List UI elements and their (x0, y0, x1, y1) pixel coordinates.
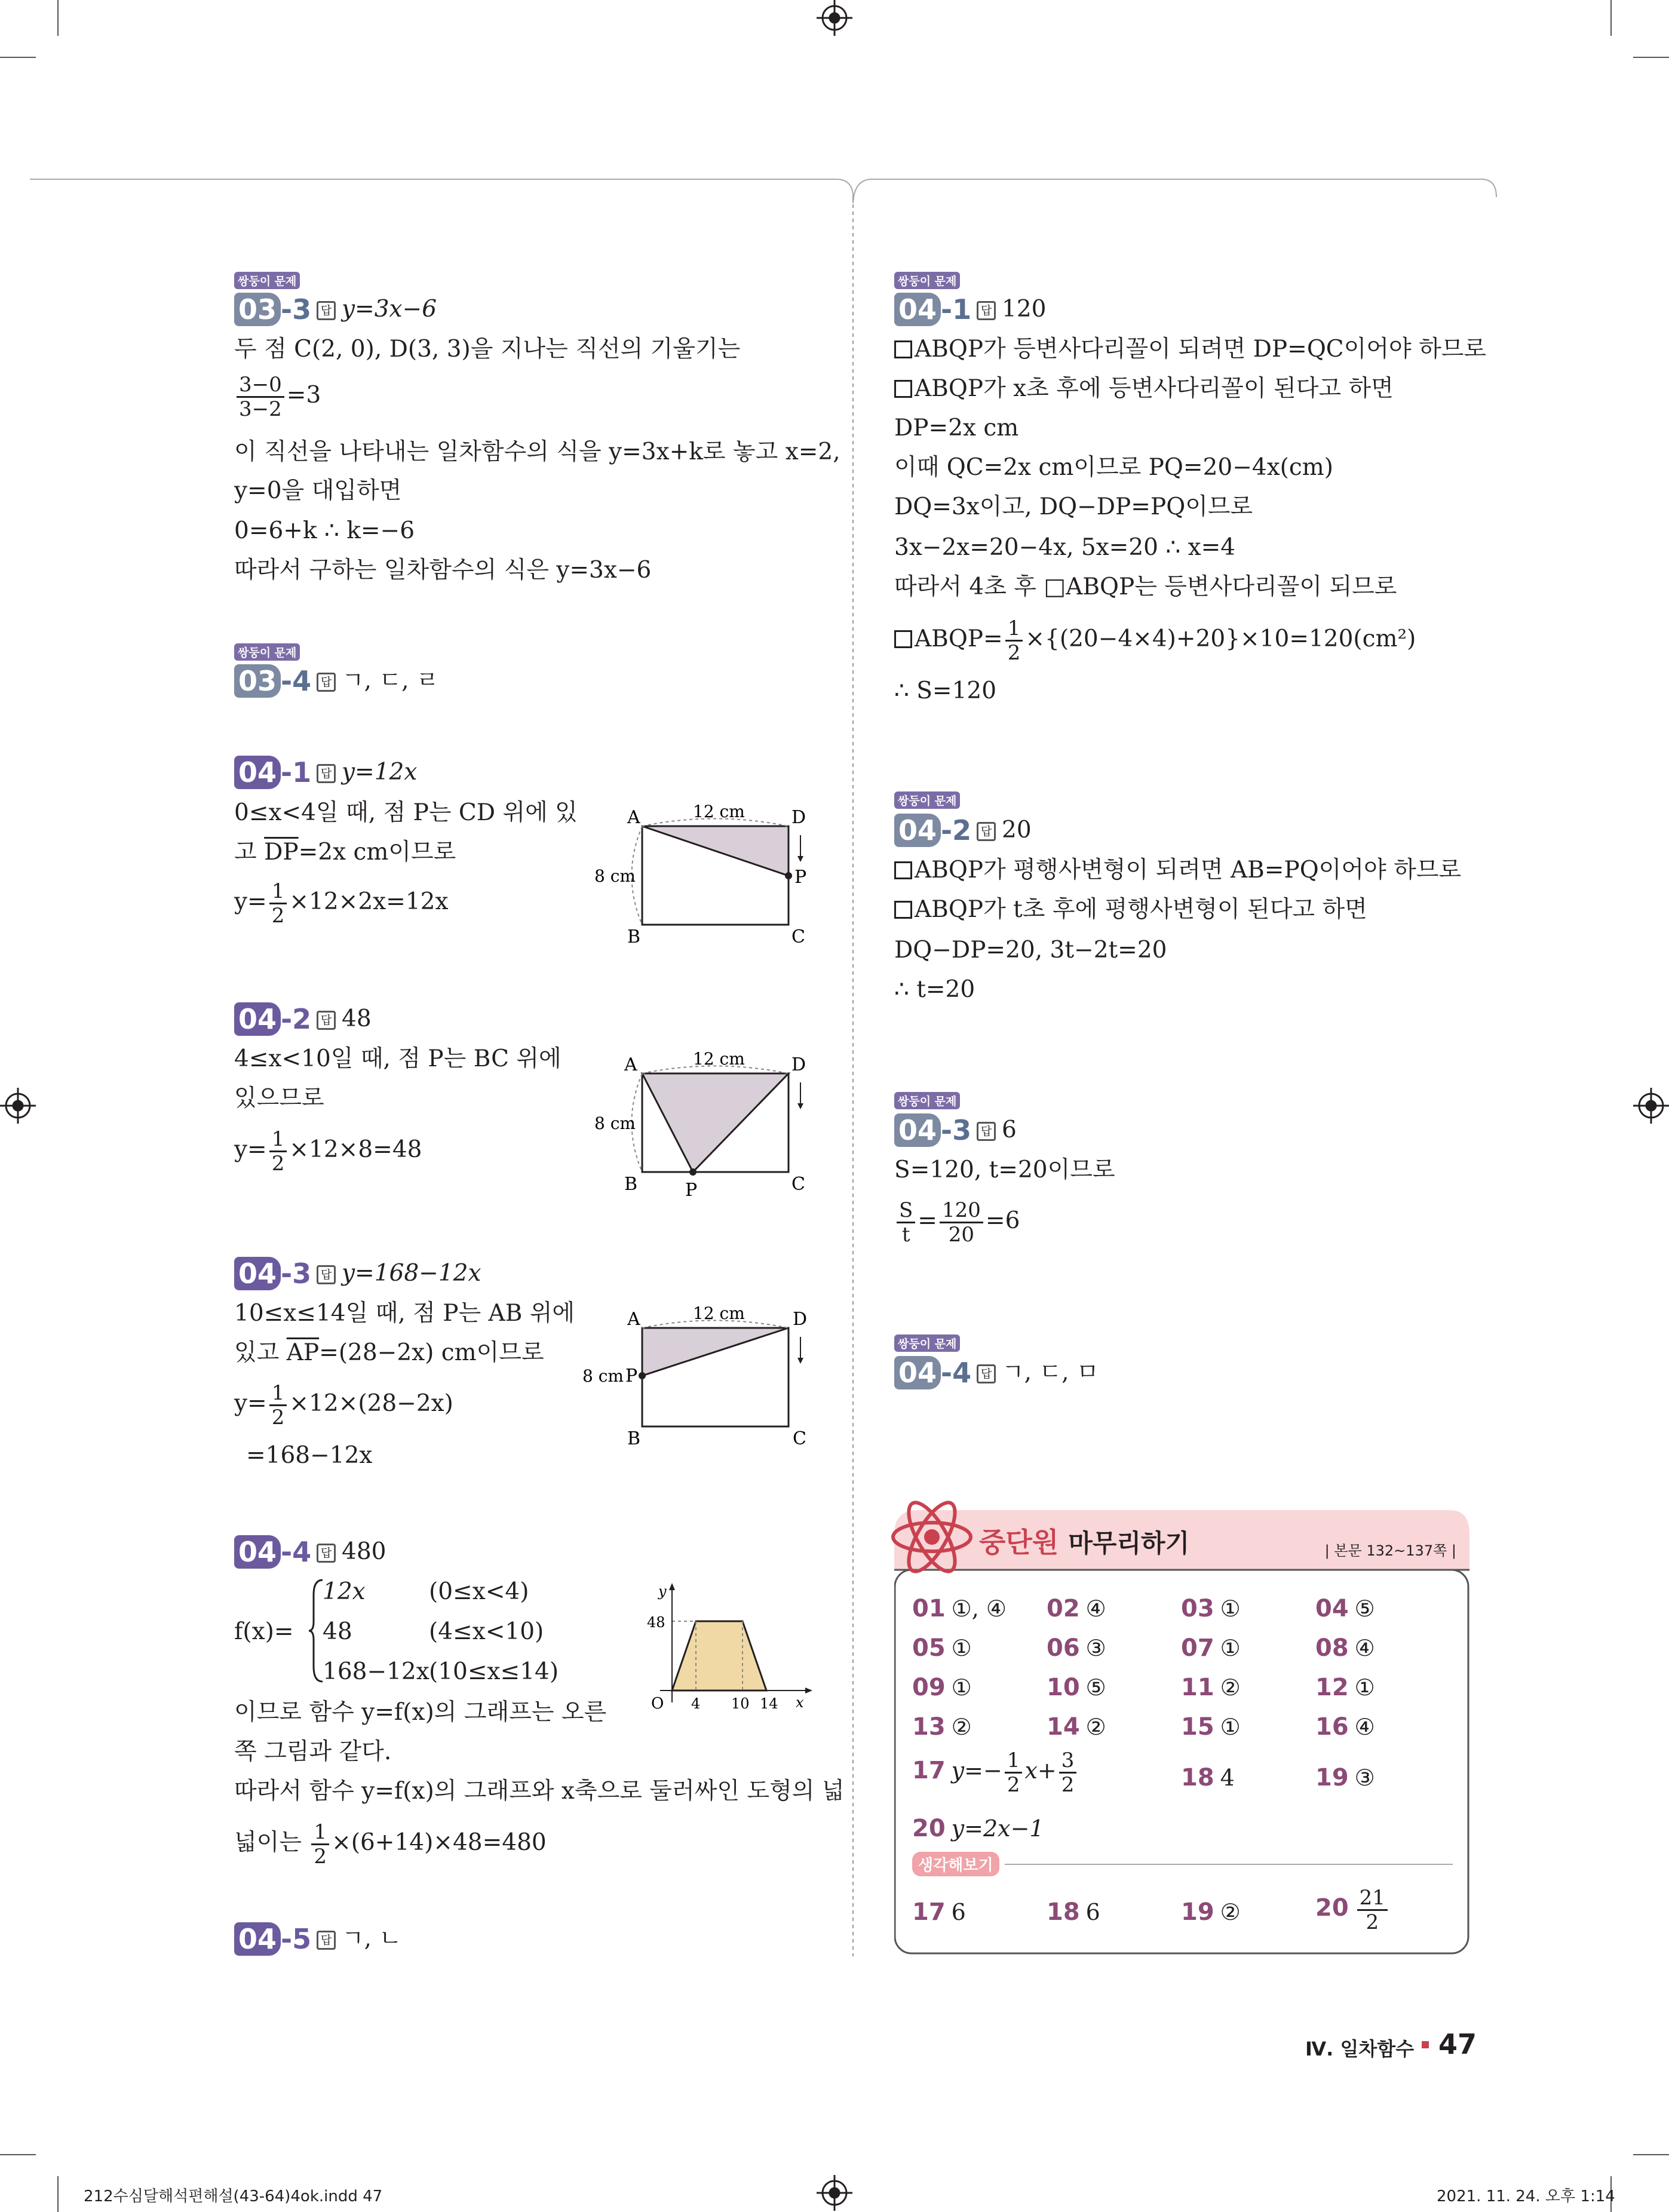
svg-text:A: A (627, 1309, 640, 1330)
piece-1-domain: (0≤x<4) (429, 1578, 529, 1605)
text-line: y=0을 대입하면 (234, 477, 402, 504)
svg-text:D: D (791, 1054, 806, 1075)
chapter-label: Ⅳ. 일차함수 (1305, 2038, 1415, 2060)
answer-item-10: 10 ⑤ (1047, 1674, 1106, 1701)
text-line: ∴ S=120 (894, 677, 997, 704)
answer-item-17: 17 y=− $\frac{1}{2}$ x+ $\frac{3}{2}$ (912, 1749, 1079, 1796)
twin-problem-tag: 쌍둥이 문제 (234, 272, 300, 289)
answer-item-09: 09 ① (912, 1674, 972, 1701)
piece-3-domain: (10≤x≤14) (429, 1658, 559, 1685)
piece-1: 12x (323, 1578, 366, 1605)
file-name: 212수심달해석편해설(43-64)4ok.indd 47 (84, 2188, 383, 2205)
square-icon (894, 901, 912, 919)
svg-text:P: P (794, 867, 807, 888)
header-rule (30, 179, 1496, 203)
text-line: ∴ t=20 (894, 976, 975, 1003)
answer-item-05: 05 ① (912, 1634, 972, 1662)
text-line: 3x−2x=20−4x, 5x=20 ∴ x=4 (894, 534, 1236, 561)
text-line: 0≤x<4일 때, 점 P는 CD 위에 있 (234, 799, 578, 826)
answer-mark-icon: 답 (977, 301, 996, 320)
atom-icon (887, 1492, 977, 1582)
review-title: 중단원 마무리하기 (979, 1526, 1190, 1558)
answer-mark-icon: 답 (317, 764, 336, 783)
text-line: ABQP가 t초 후에 평행사변형이 된다고 하면 (894, 895, 1367, 925)
svg-text:x: x (796, 1694, 804, 1711)
piecewise-label: f(x)= (234, 1618, 294, 1645)
svg-text:C: C (791, 1174, 805, 1195)
svg-text:P: P (685, 1180, 698, 1201)
answer-mark-icon: 답 (317, 1265, 336, 1284)
figure-04-1 (594, 799, 821, 949)
svg-text:D: D (793, 1309, 808, 1330)
svg-text:8 cm: 8 cm (594, 866, 636, 886)
text-line: 이 직선을 나타내는 일차함수의 식을 y=3x+k로 놓고 x=2, (234, 438, 840, 465)
bullet-icon (1422, 2041, 1429, 2048)
answer-item-18: 18 4 (1181, 1764, 1235, 1791)
svg-text:B: B (627, 1428, 641, 1449)
formula-line: y= $\frac{1}{2}$ ×12×(28−2x) (234, 1380, 453, 1429)
text-line: 4≤x<10일 때, 점 P는 BC 위에 (234, 1045, 562, 1072)
think-label: 생각해보기 (912, 1852, 999, 1876)
think-rule (1005, 1864, 1453, 1865)
text-line: 따라서 함수 y=f(x)의 그래프와 x축으로 둘러싸인 도형의 넓 (234, 1778, 845, 1805)
formula-line: 넓이는 $\frac{1}{2}$ ×(6+14)×48=480 (234, 1820, 547, 1869)
answer-item-03: 03 ① (1181, 1595, 1241, 1622)
text-line: DP=2x cm (894, 415, 1019, 441)
registration-mark-right (1633, 1088, 1669, 1124)
problem-number-r04-1: 04 -1 (894, 293, 971, 326)
piece-2: 48 (323, 1618, 352, 1645)
think-item-20: 20 $\frac{21}{2}$ (1315, 1886, 1390, 1934)
text-line: DQ=3x이고, DQ−DP=PQ이므로 (894, 493, 1253, 520)
problem-number-03-4: 03 -4 (234, 664, 311, 698)
answer-item-07: 07 ① (1181, 1634, 1241, 1662)
chapter-review-box (894, 1510, 1469, 1955)
answer-r04-4: 답 ㄱ, ㄷ, ㅁ (977, 1356, 1099, 1389)
answer-04-3: 답 y=168−12x (317, 1257, 481, 1290)
text-line: 있고 $\overline{AP}=(28-2x)$ cm이므로 (234, 1339, 544, 1366)
figure-04-2 (594, 1047, 821, 1202)
svg-text:P: P (625, 1366, 638, 1386)
answer-mark-icon: 답 (317, 1931, 336, 1950)
twin-problem-tag: 쌍둥이 문제 (894, 791, 960, 809)
svg-text:8 cm: 8 cm (594, 1113, 636, 1133)
text-line: S=120, t=20이므로 (894, 1156, 1115, 1183)
square-icon (894, 340, 912, 358)
think-item-18: 18 6 (1047, 1898, 1100, 1926)
text-line: 고 $\overline{DP}=2x$ cm이므로 (234, 839, 456, 866)
svg-text:B: B (627, 926, 641, 947)
problem-number-r04-4: 04 -4 (894, 1356, 971, 1389)
answer-item-14: 14 ② (1047, 1713, 1106, 1741)
svg-text:8 cm: 8 cm (582, 1366, 624, 1386)
answer-04-1: 답 y=12x (317, 756, 417, 789)
answer-r04-1: 답 120 (977, 293, 1046, 326)
text-line: 0=6+k ∴ k=−6 (234, 517, 415, 544)
answer-item-02: 02 ④ (1047, 1595, 1106, 1622)
problem-number-04-5: 04 -5 (234, 1922, 311, 1956)
answer-item-19: 19 ③ (1315, 1764, 1375, 1791)
answer-mark-icon: 답 (977, 822, 996, 841)
problem-number-04-2: 04 -2 (234, 1002, 311, 1036)
piece-3: 168−12x (323, 1658, 429, 1685)
answer-r04-2: 답 20 (977, 814, 1032, 847)
problem-number-03-3: 03 -3 (234, 293, 311, 326)
square-icon (894, 380, 912, 398)
figure-04-3 (576, 1301, 815, 1456)
problem-number-04-3: 04 -3 (234, 1257, 311, 1290)
think-item-17: 17 6 (912, 1898, 966, 1926)
text-line: 있으므로 (234, 1085, 324, 1112)
answer-item-16: 16 ④ (1315, 1713, 1375, 1741)
answer-item-06: 06 ③ (1047, 1634, 1106, 1662)
square-icon (894, 861, 912, 879)
svg-text:C: C (793, 1428, 806, 1449)
text-line: =168−12x (246, 1442, 373, 1469)
svg-text:48: 48 (647, 1614, 665, 1631)
text-line: 따라서 4초 후 □ABQP는 등변사다리꼴이 되므로 (894, 573, 1397, 600)
svg-text:12 cm: 12 cm (693, 802, 745, 821)
svg-text:12 cm: 12 cm (693, 1049, 745, 1069)
text-line: 따라서 구하는 일차함수의 식은 y=3x−6 (234, 557, 652, 584)
answer-04-2: 답 48 (317, 1002, 372, 1036)
piece-2-domain: (4≤x<10) (429, 1618, 544, 1645)
formula-line: y= $\frac{1}{2}$ ×12×2x=12x (234, 879, 449, 928)
graph-04-4 (633, 1577, 818, 1720)
problem-number-04-4: 04 -4 (234, 1535, 311, 1569)
text-line: ABQP가 x초 후에 등변사다리꼴이 된다고 하면 (894, 374, 1394, 404)
text-line: 10≤x≤14일 때, 점 P는 AB 위에 (234, 1300, 575, 1327)
page-number: 47 (1438, 2028, 1477, 2060)
answer-r04-3: 답 6 (977, 1113, 1017, 1147)
answer-03-3: 답 y=3x−6 (317, 293, 437, 326)
svg-text:A: A (627, 807, 640, 828)
formula-line: $\frac{S}{t}$ = $\frac{120}{20}$ =6 (894, 1197, 1020, 1246)
answer-item-04: 04 ⑤ (1315, 1595, 1375, 1622)
answer-04-5: 답 ㄱ, ㄴ (317, 1922, 401, 1956)
answer-mark-icon: 답 (977, 1364, 996, 1383)
svg-text:12 cm: 12 cm (693, 1303, 745, 1323)
registration-mark-left (0, 1088, 36, 1124)
square-icon (894, 630, 912, 648)
answer-04-4: 답 480 (317, 1535, 386, 1569)
problem-number-r04-2: 04 -2 (894, 814, 971, 847)
twin-problem-tag: 쌍둥이 문제 (894, 272, 960, 289)
answer-item-08: 08 ④ (1315, 1634, 1375, 1662)
answer-mark-icon: 답 (317, 301, 336, 320)
text-line: DQ−DP=20, 3t−2t=20 (894, 937, 1167, 964)
answer-item-20: 20 y=2x−1 (912, 1815, 1044, 1842)
svg-text:B: B (624, 1174, 638, 1195)
answer-item-15: 15 ① (1181, 1713, 1241, 1741)
formula-line: ABQP= $\frac{1}{2}$ ×{(20−4×4)+20}×10=120(cm²) (894, 615, 1416, 664)
answer-mark-icon: 답 (317, 1544, 336, 1563)
svg-text:A: A (624, 1054, 637, 1075)
twin-problem-tag: 쌍둥이 문제 (234, 643, 300, 661)
svg-text:O: O (651, 1695, 664, 1713)
answer-item-13: 13 ② (912, 1713, 972, 1741)
text-line: ABQP가 등변사다리꼴이 되려면 DP=QC이어야 하므로 (894, 335, 1486, 364)
answer-mark-icon: 답 (977, 1122, 996, 1141)
registration-mark-top (817, 0, 852, 36)
answer-mark-icon: 답 (317, 673, 336, 692)
formula-line: y= $\frac{1}{2}$ ×12×8=48 (234, 1127, 422, 1176)
print-date: 2021. 11. 24. 오후 1:14 (1437, 2188, 1615, 2205)
answer-03-4: 답 ㄱ, ㄷ, ㄹ (317, 664, 439, 698)
text-line: 이때 QC=2x cm이므로 PQ=20−4x(cm) (894, 454, 1333, 481)
svg-text:4: 4 (691, 1695, 701, 1712)
problem-number-r04-3: 04 -3 (894, 1113, 971, 1147)
problem-number-04-1: 04 -1 (234, 756, 311, 789)
answer-item-12: 12 ① (1315, 1674, 1375, 1701)
text-line: 이므로 함수 y=f(x)의 그래프는 오른 (234, 1699, 607, 1726)
text-line: 쪽 그림과 같다. (234, 1738, 392, 1765)
answer-mark-icon: 답 (317, 1011, 336, 1030)
svg-text:y: y (658, 1583, 667, 1600)
twin-problem-tag: 쌍둥이 문제 (894, 1092, 960, 1109)
review-reference: | 본문 132~137쪽 | (1324, 1542, 1456, 1559)
svg-text:C: C (791, 926, 805, 947)
think-item-19: 19 ② (1181, 1898, 1241, 1926)
text-line: 두 점 C(2, 0), D(3, 3)을 지나는 직선의 기울기는 (234, 336, 741, 363)
registration-mark-bottom (817, 2175, 852, 2211)
answer-item-11: 11 ② (1181, 1674, 1241, 1701)
svg-text:D: D (791, 807, 806, 828)
text-line: ABQP가 평행사변형이 되려면 AB=PQ이어야 하므로 (894, 855, 1461, 885)
twin-problem-tag: 쌍둥이 문제 (894, 1334, 960, 1352)
fraction-line: $\frac{3-0}{3-2}$ =3 (234, 372, 321, 421)
answer-item-01: 01 ①, ④ (912, 1595, 1007, 1622)
svg-text:14: 14 (760, 1695, 778, 1712)
svg-text:10: 10 (731, 1695, 750, 1712)
